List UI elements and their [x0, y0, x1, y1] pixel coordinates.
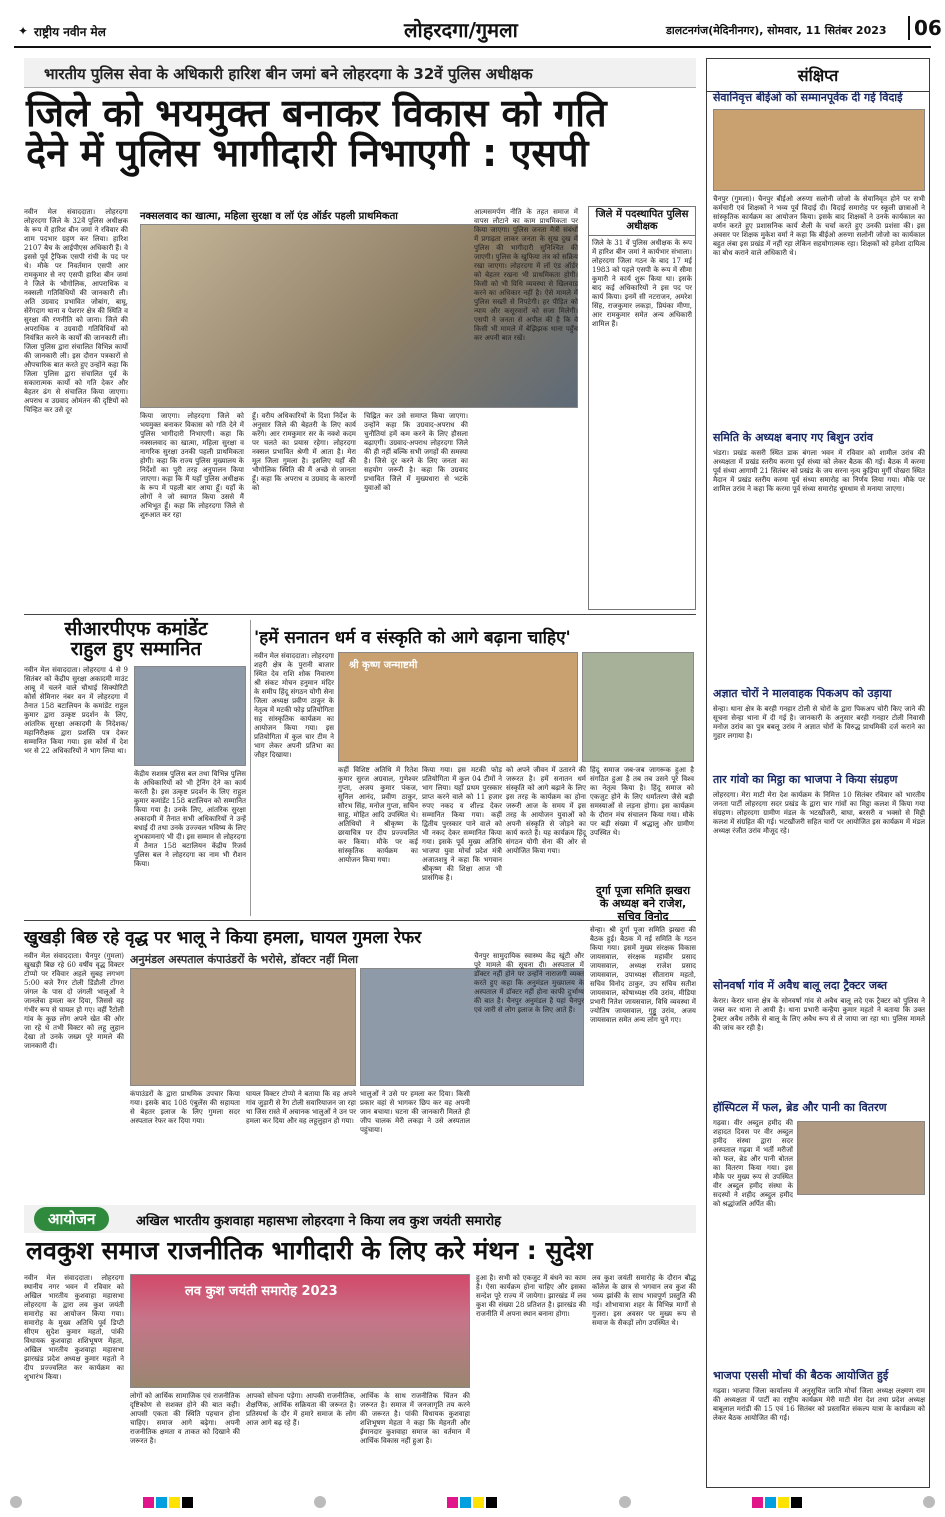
sidebar-item-body: गढ़वा। भाजपा जिला कार्यालय में अनुसूचित जाति मोर्चा जिला अध्यक्ष लक्ष्मण राम की अध्यक्षता में पार्टी का राष्ट्रीय कार्यक्रम मेरी माटी मेरा देश तथा प्रदेश अध्यक्ष बाबूलाल मरांडी की 15 एवं 16 सितंबर को प्रस्तावित संकल्प यात्रा के कार्यक्रम को लेकर बैठक आयोजित की गई।	[713, 1387, 925, 1422]
sidebar-photo-farewell	[713, 109, 925, 191]
lead-col2: किया जाएगा। लोहरदगा जिले को भयमुक्त बनाकर विकास को गति देने में पुलिस भागीदारी निभाएगी। कहा कि नक्सलवाद का खात्मा, महिला सुरक्षा व नागरिक सुरक्षा उनकी पहली प्राथमिकता होगी। कहा कि राज्य पुलिस मुख्यालय के निर्देशों का पूरी तरह अनुपालन किया जाएगा। कहा कि मैं यहाँ पुलिस अधीक्षक के रूप में पहली बार आया हूँ। यहाँ के लोगों ने जो स्वागत किया उससे मैं अभिभूत हूँ। कहा कि लोहरदगा जिले से शुरुआत कर रहा	[140, 412, 244, 519]
sanatan-photo-stage	[338, 652, 578, 762]
lead-kicker-text: भारतीय पुलिस सेवा के अधिकारी हारिश बीन जमां बने लोहरदगा के 32वें पुलिस अधीक्षक	[44, 65, 533, 83]
bear-subhead: अनुमंडल अस्पताल कंपाउंडरों के भरोसे, डॉक्टर नहीं मिला	[130, 953, 358, 966]
lead-col3: हूँ। वरीय अधिकारियों के दिशा निर्देश के अनुसार जिले की बेहतरी के लिए कार्य करेंगे। आर रामकुमार सर के नक्शे कदम पर चलते का प्रयास रहेगा। लोहरदगा नक्सल प्रभावित श्रेणी में आता है। मेरा मूल जिला गुमला है। इसलिए यहाँ की भौगोलिक स्थिति की मैं अच्छे से जानता हूँ। कहा कि अपराध व उग्रवाद के कारणों को	[252, 412, 356, 492]
sanatan-headline: 'हमें सनातन धर्म व संस्कृति को आगे बढ़ाना चाहिए'	[254, 628, 571, 648]
registration-mark	[923, 1496, 935, 1508]
lead-headline-line1: जिले को भयमुक्त बनाकर विकास को गति	[26, 91, 607, 135]
dateline: डालटनगंज(मेदिनीनगर), सोमवार, 11 सितंबर 2023	[666, 24, 887, 37]
bear-col5: चैनपुर सामुदायिक स्वास्थ्य केंद्र खूंटी और पूरे मामले की सूचना दी। अस्पताल में डॉक्टर नहीं होने पर उन्होंने नाराजगी व्यक्त करते हुए कहा कि अनुमंडल मुख्यालय के अस्पताल में डॉक्टर नहीं होना काफी दुर्भाग्य की बात है। चैनपुर अनुमंडल है यहां चैनपुर एवं जारी से लोग इलाज के लिए आते हैं।	[474, 952, 584, 1014]
bear-col1: नवीन मेल संवाददाता। चैनपुर (गुमला) खुखड़ी बिछ रहे 60 वर्षीय वृद्ध विक्टर टोप्पो पर रविवार अहले सुबह लगभग 5:00 बजे रैंगर टोली डिंडौली टोंगरा जंगल के पास दो जंगली भालूओं ने जानलेवा हमला कर दिया, जिससे वह गंभीर रूप से घायल हो गए। वहीं रैंटोली गांव के कुछ लोग अपने खेत की ओर जा रहे थे तभी विक्टर को लहू लुहान देखा तो उनके जख्म पूरे मामले की जानकारी दी।	[24, 952, 124, 1050]
bird-logo-icon: ✦	[18, 24, 29, 38]
print-registration-strip	[0, 1493, 945, 1511]
sanatan-photo-dahi-handi	[582, 652, 694, 762]
sidebar-item-body: लोहरदगा। मेरा माटी मेरा देश कार्यक्रम के निमित्त 10 सितंबर रविवार को भारतीय जनता पार्टी लोहरदगा सदर प्रखंड के द्वारा चार गांवों का मिट्ठा कलश में किया गया संग्रहण। लोहरदगा ग्रामीण मंडल के भटखौंजरी, बाघा, बरसरी व भक्सो से मिट्टी कलश में संग्रहित की गई। भटखौंजरी सहित चारों पर आयोजित इस कार्यक्रम में मंडल अध्यक्ष रंजीत उरांव मौजूद रहे।	[713, 791, 925, 835]
sidebar-item-head: समिति के अध्यक्ष बनाए गए बिशुन उरांव	[713, 431, 874, 444]
sidebar-item-head: तार गांवो का मिट्ठा का भाजपा ने किया संग्रहण	[713, 773, 898, 786]
sidebar-item-body: भंडरा। प्रखंड कसरी स्थित डाक बंगला भवन में रविवार को शामील उरांव की अध्यक्षता में प्रखंड स्तरीय करमा पूर्व संध्या को लेकर बैठक की गई। बैठक में करमा पूर्व संध्या आगामी 21 सितंबर को प्रखंड के जय सरना नृत्य कुड़िया मुर्गी पोखरा स्थित मैदान में प्रखंड स्तरीय करमा पूर्व संध्या समारोह का निर्णय लिया गया। मौके पर शामिल उरांव ने कहा कि करमा पूर्व संध्या समारोह धूमधाम से मनाया जाएगा।	[713, 449, 925, 493]
ayojan-col4: आर्थिक के साथ राजनीतिक चिंतन की जरूरत है। समाज में जनजागृति तय करने की जरूरत है। पांकी विधायक कुशवाहा शशिभूषण मेहता ने कहा कि मेहनती और ईमानदार कुशवाहा समाज का वर्तमान में आर्थिक विकास नहीं हुआ है।	[360, 1392, 470, 1445]
sanatan-banner-text: श्री कृष्ण जन्माष्टमी	[349, 660, 418, 671]
registration-mark	[619, 1496, 631, 1508]
crpf-col2: केंद्रीय सशस्त्र पुलिस बल तथा विभिन्न पुलिस के अधिकारियों को भी ट्रेनिंग देने का कार्य करती है। इस उत्कृष्ट प्रदर्शन के लिए राहुल कुमार कमांडेंट 158 बटालियन को सम्मानित किया गया है। उनके लिए, आंतरिक सुरक्षा अकादमी में तैनात सभी अधिकारियों ने उन्हें बधाई दी तथा उनके उज्ज्वल भविष्य के लिए शुभकामनाएं भी दी। इस सम्मान से लोहरदगा में तैनात 158 बटालियन केंद्रीय रिजर्व पुलिस बल ने लोहरदगा का नाम भी रौशन किया।	[134, 770, 246, 868]
lead-col1: नवीन मेल संवाददाता। लोहरदगा लोहरदगा जिले के 32वें पुलिस अधीक्षक के रूप में हारिश बीन जमां ने रविवार की शाम पदभार ग्रहण कर लिया। हारिश 2107 बैच के आईपीएस अधिकारी हैं। वे इससे पूर्व ट्रैफिक एसपी रांची के पद पर थे। मौके पर निवर्तमान एसपी आर रामकुमार से नए एसपी हारिश बीन जमां ने जिले के भौगोलिक, आपराधिक व नक्सली गतिविधियों की जानकारी ली। अति उग्रवाद प्रभावित जोबांग, बाघू, सेरेंगदाग थाना व पेशरार क्षेत्र की स्थिति व सुरक्षा की रणनीति को जाना। जिले की अपराधिक व उग्रवादी गतिविधियों को नियंत्रित करने के कार्यों की जानकारी ली। जिला पुलिस द्वारा संचालित विभिन्न कार्यो की जानकारी ली। इस दौरान पत्रकारों से औपचारिक बात करते हुए उन्होंने कहा कि जिला पुलिस द्वारा संचालित पूर्व के सकारात्मक कार्यो को गति देकर और बेहतर ढंग से संचालित किया जाएगा। अपराध व उग्रवाद ओमंतन की दृष्टियों को चिन्हित कर उसे दूर	[24, 208, 128, 414]
sanatan-col3: किया गया। इस मटकी फोड़ प्रतियोगिता में कुल 04 टीमों ने भाग लिया। यहाँ प्रथम पुरस्कार प्राप्त करने वाले को 11 हजार रुपए नकद व शील्ड देकर सम्मानित किया गया। कहीं द्वितीय पुरस्कार पाने वाले को भी नकद देकर सम्मानित किया गया। इसके पूर्व मुख्य अतिथि भाजपा युवा मोर्चा प्रदेश मंत्री अजातशत्रु ने कहा कि भगवान श्रीकृष्ण की शिक्षा आज भी प्रासंगिक है।	[422, 766, 502, 882]
ayojan-kicker: अखिल भारतीय कुशवाहा महासभा लोहरदगा ने किया लव कुश जयंती समारोह	[136, 1214, 501, 1229]
sidebar-item-body: केरार। केरार थाना क्षेत्र के सोनवर्षा गांव से अवैध बालू लदे एक ट्रैक्टर को पुलिस ने जब्त कर थाना ले आयी है। थाना प्रभारी कन्हैया कुमार महतो ने बताया कि उक्त ट्रैक्टर अवैध तरीके से बालू के लिए अवैध रूप से ले जाया जा रहा था। पुलिस मामले की जांच कर रही है।	[713, 997, 925, 1032]
bear-col4: भालुओं ने उसे पर हमला कर दिया। किसी प्रकार वहां से भागकर छिप कर वह अपनी जान बचाया। घटना की जानकारी मिलते ही जीप चालक मेरी लकड़ा ने उसे अस्पताल पहुंचाया।	[360, 1090, 470, 1134]
sanatan-col4: को अपने जीवन में उतारने की जरूरत है। हमें सनातन धर्म संस्कृति को आगे बढ़ाने के लिए इस तरह के कार्यक्रम का होना जरूरी आज के समय में इस तरह के आयोजन युवाओं को अपनी संस्कृति से जोड़ने का कार्य करते हैं। यह कार्यक्रम हिंदू संगठन योगी सेना की ओर से आयोजित किया गया।	[506, 766, 586, 855]
masthead	[14, 14, 942, 48]
divider	[250, 620, 251, 916]
bear-headline: खुखड़ी बिछ रहे वृद्ध पर भालू ने किया हमला, घायल गुमला रेफर	[24, 928, 422, 948]
bear-col3: घायल विक्टर टोप्पो ने बताया कि वह अपने गांव जुड़ारी से रैंग टोली सवारियाजन जा रहा था जिस रास्ते में अचानक भालुओं ने उन पर हमला कर दिया और वह लहूलुहान हो गया।	[246, 1090, 356, 1125]
sp-list-box	[588, 206, 696, 610]
registration-mark	[314, 1496, 326, 1508]
ayojan-col2: लोगों को आर्थिक सामाजिक एवं राजनीतिक दृष्टिकोण से सशक्त होने की बात कही। आपसी एकता की स्थिति पहचान होना चाहिए। समाज आगे बढ़ेगा। अपनी राजनीतिक क्षमता व ताकत को दिखाने की जरूरत है।	[130, 1392, 240, 1445]
page-number: 06	[908, 16, 942, 40]
sidebar-box	[706, 58, 930, 1488]
color-bar	[143, 1497, 193, 1508]
crpf-col1: नवीन मेल संवाददाता। लोहरदगा 4 से 9 सितंबर को केंद्रीय सुरक्षा अकादमी माउंट आबू में चलने वाले चौथाई सिक्योरिटी कोर्स सेमिनार नंबर वन में लोहरदगा में तैनात 158 बटालियन के कमांडेंट राहुल कुमार द्वारा उत्कृष्ट प्रदर्शन के लिए, आंतरिक सुरक्षा अकादमी के निदेशक/ महानिरीक्षक द्वारा प्रशस्ति पत्र देकर सम्मानित किया गया। इस कोर्स में देश भर से 22 अधिकारियों ने भाग लिया था।	[24, 666, 128, 755]
crpf-headline-line2: राहुल हुए सम्मानित	[70, 637, 202, 660]
sidebar-photo-hospital	[797, 1121, 925, 1195]
sanatan-col2: कहीं विशिष्ट अतिथि में रितेश कुमार सुरज अग्रवाल, गुणेश्वर गुप्ता, अजय कुमार पंकज, सुनिल आनंद, प्रवीण ठाकुर, सौरभ सिंह, मनोज गुप्ता, सचिन साहू, मोहित आदि उपस्थित थे। अतिथियों ने श्रीकृष्ण के छायाचित्र पर दीप प्रज्ज्वलित कर किया। मौके पर कई सांस्कृतिक कार्यक्रम का आयोजन किया गया।	[338, 766, 418, 864]
durga-headline: दुर्गा पूजा समिति झखरा के अध्यक्ष बने राजेश, सचिव विनोद	[595, 884, 691, 923]
lead-col5: आत्मसमर्पण नीति के तहत समाज में वापस लौटाने का काम प्राथमिकता पर किया जाएगा। पुलिस जनता मैत्री संबंधों में प्रगाढ़ता लाकर जनता के सुख दुख में पुलिस की भागीदारी सुनिश्चित की जाएगी। पुलिस के खुफिया तंत्र को सक्रिय रखा जाएगा। लोहरदगा में लॉ एंड ऑर्डर को बेहतर रखना भी प्राथमिकता होगी। किसी को भी विधि व्यवस्था से खिलवाड़ करने का अधिकार नहीं है। ऐसे मामले में पुलिस सख्ती से निपटेगी। हर पीड़ित को न्याय और कसूरवारों को सजा मिलेगी। एसपी ने जनता से अपील की है कि वे किसी भी मामले में बेझिझक थाना पहुँच कर अपनी बात रखें।	[474, 208, 578, 342]
lead-headline-line2: देने में पुलिस भागीदारी निभाएगी : एसपी	[26, 130, 589, 175]
sidebar-title: संक्षिप्त	[707, 59, 929, 92]
crpf-photo	[134, 666, 246, 766]
sidebar-item-head: हॉस्पिटल में फल, ब्रेड और पानी का वितरण	[713, 1101, 887, 1114]
sp-list-title: जिले में पदस्थापित पुलिस अधीक्षक	[589, 207, 695, 236]
ayojan-kicker-band	[24, 1205, 696, 1233]
durga-body: सेन्हा। श्री दुर्गा पूजा समिति झखरा की बैठक हुई। बैठक में नई समिति के गठन किया गया। इसमें मुख्य संरक्षक विकास जायसवाल, संरक्षक महावीर प्रसाद जायसवाल, अध्यक्ष राजेश प्रसाद जायसवाल, उपाध्यक्ष सीताराम महतो, सचिव विनोद ठाकुर, उप सचिव सतीश जायसवाल, कोषाध्यक्ष रवि उरांव, मीडिया प्रभारी नितेश जायसवाल, विधि व्यवस्था में ज्योतिष जायसवाल, गुड्डू उरांव, अजय जायसवाल समेत अन्य लोग चुने गए।	[590, 926, 696, 1024]
crpf-headline-line1: सीआरपीएफ कमांडेंट	[64, 618, 208, 640]
lead-headline	[26, 91, 696, 175]
sidebar-item-head: भाजपा एससी मोर्चा की बैठक आयोजित हुई	[713, 1369, 889, 1382]
sanatan-col5: हिंदू समाज जब-जब जागरूक हुआ है संगठित हुआ है तब तब उसने पूरे विश्व का नेतृत्व किया है। हिंदू समाज को एकजुट होने के लिए धर्मांतरण जैसे बड़ी समस्याओं से लड़ना होगा। इस कार्यक्रम के दौरान मंच संचालन किया गया। मौके पर बड़ी संख्या में श्रद्धालु और ग्रामीण उपस्थित थे।	[590, 766, 694, 837]
lead-photo-caption: नक्सलवाद का खात्मा, महिला सुरक्षा व लॉ एंड ऑर्डर पहली प्राथमिकता	[140, 211, 398, 222]
sidebar-item-head: सेवानिवृत्त बीईओ को सम्मानपूर्वक दी गई विदाई	[713, 91, 903, 104]
lead-kicker	[24, 58, 696, 88]
ayojan-col3: आपको सोचना पड़ेगा। आपकी राजनीतिक, शैक्षणिक, आर्थिक सक्रियता की जरूरत है। प्रतिस्पर्धा के दौर में हमारे समाज के लोग आज आगे बढ़ रहे हैं।	[246, 1392, 356, 1427]
divider	[24, 614, 696, 615]
crpf-headline	[24, 620, 248, 660]
color-bar	[752, 1497, 802, 1508]
ayojan-banner-text: लव कुश जयंती समारोह 2023	[185, 1284, 338, 1299]
section-title: लोहरदगा/गुमला	[404, 18, 518, 42]
bear-photo-patient	[130, 968, 356, 1086]
sidebar-item-head: अज्ञात चोरों ने मालवाहक पिकअप को उड़ाया	[713, 687, 892, 700]
ayojan-col1: नवीन मेल संवाददाता। लोहरदगा स्थानीय नगर भवन में रविवार को अखिल भारतीय कुशवाहा महासभा लोहरदगा के द्वारा लव कुश जयंती समारोह का आयोजन किया गया। समारोह के मुख्य अतिथि पूर्व डिप्टी सीएम सुदेश कुमार महतो, पांकी विधायक कुशवाहा शशिभूषण मेहता, अखिल भारतीय कुशवाहा महासभा झारखंड प्रदेश अध्यक्ष कुमार महतो ने दीप प्रज्ज्वलित कर कार्यक्रम का शुभारंभ किया।	[24, 1274, 124, 1381]
bear-col2: कंपाउंडरों के द्वारा प्राथमिक उपचार किया गया। इसके बाद 108 एंबुलेंस की सहायता से बेहतर इलाज के लिए गुमला सदर अस्पताल रेफर कर दिया गया।	[130, 1090, 240, 1125]
sidebar-item-body: सेन्हा। थाना क्षेत्र के बरही गनहार टोली से चोरों के द्वारा पिकअप चोरी किए जाने की सूचना सेन्हा थाना में दी गई है। जानकारी के अनुसार बरही गनहार टोली निवासी मनोज उरांव का पुत्र बबलू उरांव ने अज्ञात चोरों के विरुद्ध प्राथमिकी दर्ज कराने का गुहार लगाया है।	[713, 705, 925, 740]
ayojan-photo	[130, 1274, 470, 1388]
sidebar-item-body: चैनपुर (गुमला)। चैनपुर बीईओ अरुणा सलोनी जोजो के सेवानिवृत होने पर सभी कर्मचारी एवं शिक्षकों ने भव्य पूर्व विदाई दी। विदाई समारोह पर स्कूली छात्राओं ने सांस्कृतिक कार्यक्रम का आयोजन किया। इसके बाद शिक्षकों ने उनके कार्यकाल का वर्णन करते हुए प्रशासनिक कार्य शैली के चर्चा करते हुए उनकी प्रशंसा की। इस अवसर पर शिक्षक मुकेश वर्मा ने कहा कि बीईओ अरुणा सलोनी जोजो का कार्यकाल बहुत लंबा इस प्रखंड में नहीं रहा लेकिन सहयोगात्मक रहा। शिक्षकों को हमेशा दायित्व का बोध कराने वाले अधिकारी थे।	[713, 195, 925, 257]
color-bar	[447, 1497, 497, 1508]
sidebar-item-head: सोनवर्षा गांव में अवैध बालू लदा ट्रैक्टर जब्त	[713, 979, 888, 992]
sp-list-body: जिले के 31 वें पुलिस अधीक्षक के रूप में हारिश बीन जमां ने कार्यभार संभाला। लोहरदगा जिला गठन के बाद 17 मई 1983 को पहले एसपी के रूप में सीमा कुमारी ने कार्य शुरू किया था। इसके बाद कई अधिकारियों ने इस पद पर कार्य किया। इनमें सी नटराजन, अमरेश सिंह, राजकुमार लकड़ा, प्रियंका मीणा, आर रामकुमार समेत अन्य अधिकारी शामिल हैं।	[592, 239, 692, 328]
sidebar-item-body: गढ़वा। वीर अब्दुल हमीद की शहादत दिवस पर वीर अब्दुल हमीद संस्था द्वारा सदर अस्पताल गढ़वा में भर्ती मरीजों को फल, ब्रेड और पानी बोतल का वितरण किया गया। इस मौके पर मुख्य रूप से उपस्थित वीर अब्दुल हमीद संस्था के सदस्यों ने शहीद अब्दुल हमीद को श्रद्धांजलि अर्पित की।	[713, 1119, 793, 1208]
sanatan-col1: नवीन मेल संवाददाता। लोहरदगा शहरी क्षेत्र के पुरानी बाजार स्थित देव राशि शोक निवारण श्री संकट मोचन हनुमान मंदिर के समीप हिंदू संगठन योगी सेना जिला अध्यक्ष प्रवीण ठाकुर के नेतृत्व में मटकी फोड़ प्रतियोगिता सह सांस्कृतिक कार्यक्रम का आयोजन किया गया। इस प्रतियोगिता में कुल चार टीम ने भाग लेकर अपनी प्रतिभा का जौहर दिखाया।	[254, 652, 334, 759]
registration-mark	[10, 1496, 22, 1508]
paper-name: राष्ट्रीय नवीन मेल	[34, 25, 106, 39]
ayojan-col5: हुआ है। सभी को एकजुट में बंधने का काम है। ऐसा कार्यक्रम होना चाहिए और इसका सन्देश पूरे राज्य में जायेगा। झारखंड में लव कुश की संख्या 28 प्रतिशत है। झारखंड की राजनीति में अपना स्थान बनाना होगा।	[476, 1274, 586, 1318]
ayojan-headline: लवकुश समाज राजनीतिक भागीदारी के लिए करे मंथन : सुदेश	[26, 1236, 593, 1265]
lead-col4: चिह्नित कर उसे समाप्त किया जाएगा। उन्होंने कहा कि उग्रवाद-अपराध की चुनौतियां हमें कम करने के लिए हौसला बढ़ाएगी। उग्रवाद-अपराध लोहरदगा जिले की ही नहीं बल्कि सभी जगहों की समस्या है। जिसे दूर करने के लिए जनता का सहयोग जरूरी है। कहा कि उग्रवाद प्रभावित जिले में मुख्यधारा से भटके युवाओं को	[364, 412, 468, 492]
ayojan-tag: आयोजन	[34, 1207, 109, 1231]
ayojan-col6: लव कुश जयंती समारोह के दौरान बौद्ध कॉलेज के छात्र से भगवान लव कुश की भव्य झांकी के साथ भावपूर्ण प्रस्तुति की गई। शोभायात्रा शहर के विभिन्न मार्गों से गुजरा। इस अवसर पर मुख्य रूप से समाज के सैकड़ों लोग उपस्थित थे।	[592, 1274, 696, 1327]
